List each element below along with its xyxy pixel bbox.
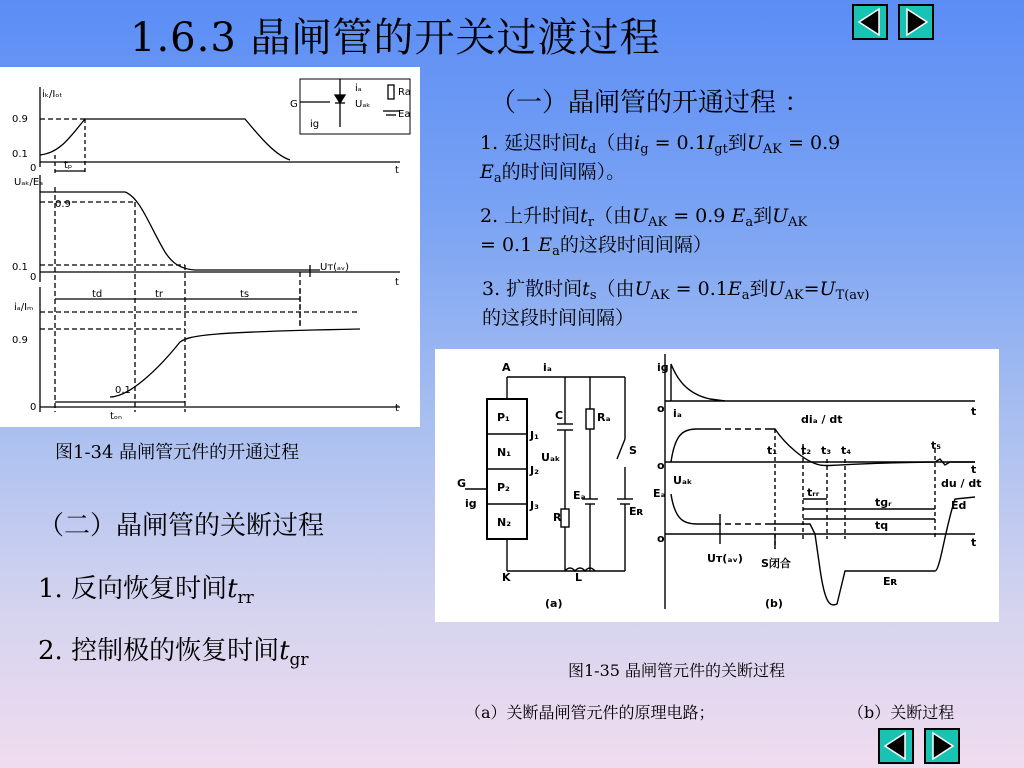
label-ig-b: iɡ	[657, 361, 669, 374]
label-ton: tₒₙ	[110, 411, 123, 422]
item1-d: = 0.9	[781, 132, 841, 154]
item1-b: = 0.1	[648, 132, 707, 154]
label-P1: P₁	[497, 411, 510, 424]
item1-prefix: 1. 延迟时间	[480, 132, 581, 154]
label-ia-inset: iₐ	[355, 83, 362, 94]
label-T4: t₄	[841, 444, 852, 457]
label-t-2: t	[971, 463, 977, 476]
turn-on-waveform-diagram	[0, 67, 420, 427]
label-ia-a: iₐ	[543, 361, 552, 374]
label-T1: t₁	[767, 444, 778, 457]
label-t-3: t	[971, 536, 977, 549]
label-R: R	[553, 511, 562, 524]
label-ra: Ra	[398, 87, 411, 98]
label-zero-1: o	[657, 402, 665, 415]
item1-a: （由	[596, 132, 635, 154]
item2-U-sub: AK	[648, 215, 668, 230]
item3-E: E	[727, 278, 742, 300]
label-tgr: tɡᵣ	[875, 496, 892, 509]
label-A: A	[502, 361, 511, 374]
item3-t-sub: s	[589, 288, 597, 303]
label-N2: N₂	[497, 516, 512, 529]
label-S-close: S闭合	[761, 557, 791, 570]
label-N1: N₁	[497, 446, 512, 459]
label-ig-a: ig	[465, 497, 477, 510]
item2-t: t	[580, 205, 588, 227]
label-Ea: Eₐ	[573, 489, 586, 502]
label-T5: t₅	[931, 439, 942, 452]
item1-e: 的时间间隔）。	[501, 161, 626, 183]
label-T2: t₂	[801, 444, 812, 457]
item3-d: =	[803, 278, 820, 300]
item1-i: i	[634, 132, 641, 154]
s2-item1-t-sub: rr	[237, 588, 254, 608]
label-J3: J₃	[530, 499, 539, 512]
item2-prefix: 2. 上升时间	[480, 205, 581, 227]
item3-prefix: 3. 扩散时间	[482, 278, 583, 300]
figure-1-34-caption: 图1-34 晶闸管元件的开通过程	[55, 442, 300, 463]
triangle-left-icon	[880, 730, 912, 762]
label-Ed: Ed	[951, 499, 967, 512]
s2-item2-t: t	[279, 636, 290, 666]
label-ER-b: Eʀ	[883, 575, 898, 588]
item1-U: U	[746, 132, 763, 154]
label-t-1: t	[971, 405, 977, 418]
label-tq: tq	[875, 519, 889, 532]
turn-off-circuit-and-waveform	[435, 349, 999, 622]
label-ts: ts	[240, 289, 250, 300]
prev-slide-button[interactable]	[852, 4, 888, 40]
label-ut-av: Uᴛ(ₐᵥ)	[320, 262, 350, 273]
item3-e: 的这段时间间隔）	[482, 307, 635, 329]
label-Ra: Rₐ	[597, 411, 611, 424]
item2-e: 的这段时间间隔）	[559, 234, 712, 256]
section1-item3	[482, 278, 1022, 330]
label-01-c: 0.1	[115, 385, 131, 396]
label-C: C	[555, 409, 564, 422]
label-09-c: 0.9	[12, 335, 28, 346]
label-P2: P₂	[497, 481, 510, 494]
figure-1-34	[0, 67, 420, 427]
item1-t: t	[580, 132, 588, 154]
label-uak-b: Uₐₖ	[673, 474, 693, 487]
item2-c: 到	[753, 205, 773, 227]
label-S: S	[629, 444, 637, 457]
label-01-a: 0.1	[12, 149, 28, 160]
item2-t-sub: r	[587, 215, 595, 230]
label-J1: J₁	[530, 429, 539, 442]
label-t-b: t	[395, 277, 399, 288]
label-ia-im: iₐ/Iₘ	[14, 302, 34, 313]
item1-E: E	[480, 161, 494, 183]
item2-E-sub: a	[745, 215, 754, 230]
figure-1-35	[435, 349, 999, 622]
section2-item2	[38, 630, 309, 670]
prev-slide-button-bottom[interactable]	[878, 728, 914, 764]
section2-heading: （二）晶闸管的关断过程	[38, 511, 325, 541]
item3-a: （由	[596, 278, 635, 300]
item2-E: E	[731, 205, 746, 227]
item2-E2-sub: a	[552, 244, 560, 259]
label-zero-2: o	[657, 459, 665, 472]
label-trr: tᵣᵣ	[807, 486, 820, 499]
triangle-right-icon	[900, 6, 932, 38]
label-tr: tr	[155, 289, 164, 300]
label-td: td	[92, 289, 103, 300]
label-ig-inset: ig	[310, 119, 320, 130]
label-ER: Eʀ	[629, 505, 644, 518]
label-L: L	[575, 571, 583, 584]
section1-heading: （一）晶闸管的开通过程 ：	[490, 88, 811, 118]
item2-d: = 0.1	[480, 234, 539, 256]
s2-item2-prefix: 2. 控制极的恢复时间	[38, 636, 280, 666]
label-zero-3: o	[657, 532, 665, 545]
triangle-left-icon	[854, 6, 886, 38]
label-b: (b)	[765, 597, 783, 610]
label-t-a: t	[395, 165, 399, 176]
next-slide-button-bottom[interactable]	[924, 728, 960, 764]
item3-U3-sub: T(av)	[835, 288, 870, 303]
next-slide-button[interactable]	[898, 4, 934, 40]
item1-U-sub: AK	[762, 142, 782, 157]
figure-1-35-caption: 图1-35 晶闸管元件的关断过程	[568, 661, 786, 680]
item1-I: I	[706, 132, 715, 154]
item3-U: U	[634, 278, 651, 300]
label-K: K	[502, 571, 511, 584]
item3-U2: U	[768, 278, 785, 300]
item2-a: （由	[594, 205, 633, 227]
label-zero-a: 0	[30, 163, 37, 174]
label-Ea-b: Eₐ	[653, 487, 666, 500]
label-ea: Ea	[398, 109, 411, 120]
item3-U3: U	[819, 278, 836, 300]
item2-U2-sub: AK	[788, 215, 808, 230]
item3-t: t	[582, 278, 590, 300]
section1-item2	[480, 205, 1020, 263]
figure-1-35-subcaption-b: （b）关断过程	[848, 703, 955, 722]
item1-c: 到	[727, 132, 747, 154]
label-uak-ea: Uₐₖ/Eₐ	[14, 177, 44, 188]
item2-U: U	[632, 205, 649, 227]
item2-E2: E	[538, 234, 553, 256]
label-zero-b: 0	[30, 272, 37, 283]
label-dia-dt: diₐ / dt	[801, 413, 843, 426]
section1-item1	[480, 132, 1020, 190]
item1-I-sub: gt	[714, 142, 728, 157]
label-J2: J₂	[530, 464, 539, 477]
triangle-right-icon	[926, 730, 958, 762]
label-UT-av: Uᴛ(ₐᵥ)	[707, 552, 743, 565]
label-g: G	[290, 99, 298, 110]
item2-U2: U	[772, 205, 789, 227]
label-G: G	[457, 477, 467, 490]
s2-item1-prefix: 1. 反向恢复时间	[38, 574, 228, 604]
label-a: (a)	[545, 597, 563, 610]
label-uak-inset: Uₐₖ	[355, 99, 371, 110]
item3-b: = 0.1	[669, 278, 728, 300]
page-title: 1.6.3 晶闸管的开关过渡过程	[130, 15, 661, 61]
label-01-b: 0.1	[12, 262, 28, 273]
label-T3: t₃	[821, 444, 832, 457]
s2-item2-t-sub: gr	[289, 650, 309, 670]
item1-E-sub: a	[493, 171, 502, 186]
label-du-dt: du / dt	[941, 477, 982, 490]
item3-U-sub: AK	[650, 288, 670, 303]
figure-1-35-subcaption-a: （a）关断晶闸管元件的原理电路；	[465, 703, 715, 722]
label-ia-b: iₐ	[673, 407, 682, 420]
label-uak-a: Uₐₖ	[541, 451, 561, 464]
label-ik-ig: iₖ/Iₒₜ	[42, 89, 63, 100]
item3-E-sub: a	[741, 288, 750, 303]
label-tp: tₚ	[64, 160, 73, 171]
label-zero-c: 0	[30, 402, 37, 413]
item3-U2-sub: AK	[784, 288, 804, 303]
s2-item1-t: t	[227, 574, 238, 604]
label-09-a: 0.9	[12, 114, 28, 125]
label-t-c: t	[395, 403, 399, 414]
item1-t-sub: d	[587, 142, 597, 157]
item2-b: = 0.9	[667, 205, 732, 227]
item3-c: 到	[749, 278, 769, 300]
item1-i-sub: g	[640, 142, 649, 157]
label-09-b: 0.9	[55, 199, 71, 210]
section2-item1	[38, 568, 254, 608]
